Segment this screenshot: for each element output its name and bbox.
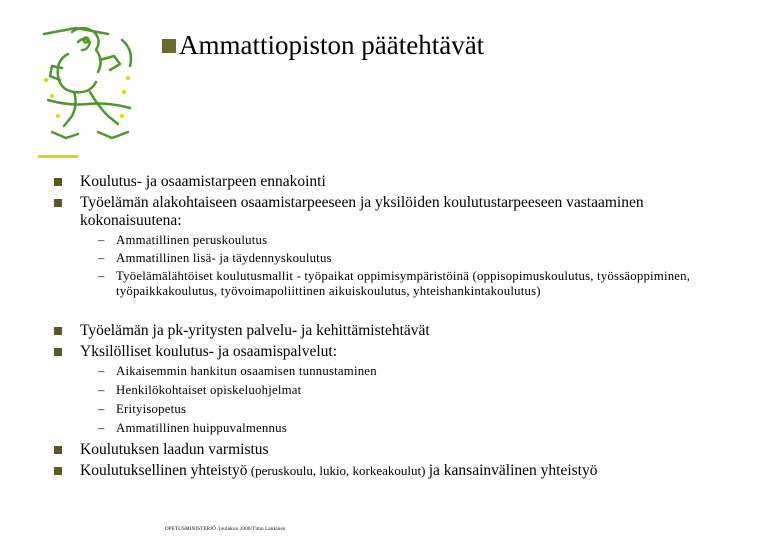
sub-item [98, 269, 738, 299]
bullet-item [54, 462, 597, 480]
sub-item [98, 421, 287, 436]
sub-item [98, 383, 301, 398]
title-text: Ammattiopiston päätehtävät [179, 30, 485, 60]
dash-marker: – [98, 269, 105, 283]
dash-marker: – [98, 421, 105, 435]
bullet-text: Työelämän alakohtaiseen osaamistarpeeseen ja yksilöiden koulutustarpeeseen vastaaminen kokonaisuutena: [80, 194, 644, 229]
sub-text: Henkilökohtaiset opiskeluohjelmat [116, 383, 302, 397]
square-bullet-icon [54, 446, 62, 454]
bullet-item [54, 173, 326, 191]
sub-text: Työelämälähtöiset koulutusmallit - työpaikat oppimisympäristöinä (oppisopimuskoulutus, työssäoppiminen, työpaikkakoulutus, työvoimapoliittinen aikuiskoulutus, yhteishankintakoulutus) [116, 269, 691, 298]
bullet-item [54, 343, 337, 361]
square-bullet-icon [54, 348, 62, 356]
sub-item [98, 402, 186, 417]
sub-text: Ammatillinen huippuvalmennus [116, 421, 287, 435]
sub-item [98, 251, 332, 266]
square-bullet-icon [54, 178, 62, 186]
bullet-text-suffix: ja kansainvälinen yhteistyö [428, 462, 598, 479]
footer-text: OPETUSMINISTERIÖ /joulukuu 2006/Timo Lankinen [165, 527, 286, 532]
bullet-text-middle: (peruskoulu, lukio, korkeakoulut) [247, 463, 429, 478]
dash-marker: – [98, 402, 105, 416]
bullet-item [54, 194, 694, 230]
dash-marker: – [98, 383, 105, 397]
sub-text: Aikaisemmin hankitun osaamisen tunnustaminen [116, 364, 377, 378]
page-title [162, 30, 484, 61]
sub-text: Ammatillinen lisä- ja täydennyskoulutus [116, 251, 332, 265]
square-bullet-icon [54, 467, 62, 475]
sub-item [98, 364, 377, 379]
title-square-bullet [162, 39, 176, 53]
dash-marker: – [98, 233, 105, 247]
sub-text: Erityisopetus [116, 402, 187, 416]
sub-item [98, 233, 267, 248]
bullet-text: Koulutus- ja osaamistarpeen ennakointi [80, 173, 326, 190]
square-bullet-icon [54, 199, 62, 207]
dash-marker: – [98, 364, 105, 378]
bullet-item [54, 441, 269, 459]
bullet-text-prefix: Koulutuksellinen yhteistyö [80, 462, 248, 479]
square-bullet-icon [54, 327, 62, 335]
bullet-item [54, 322, 430, 340]
bullet-text: Yksilölliset koulutus- ja osaamispalvelut: [80, 343, 338, 360]
sub-text: Ammatillinen peruskoulutus [116, 233, 268, 247]
bullet-text: Koulutuksen laadun varmistus [80, 441, 269, 458]
logo-underline [38, 155, 78, 158]
dash-marker: – [98, 251, 105, 265]
coat-of-arms-logo [38, 20, 146, 150]
bullet-text: Työelämän ja pk-yritysten palvelu- ja kehittämistehtävät [80, 322, 430, 339]
